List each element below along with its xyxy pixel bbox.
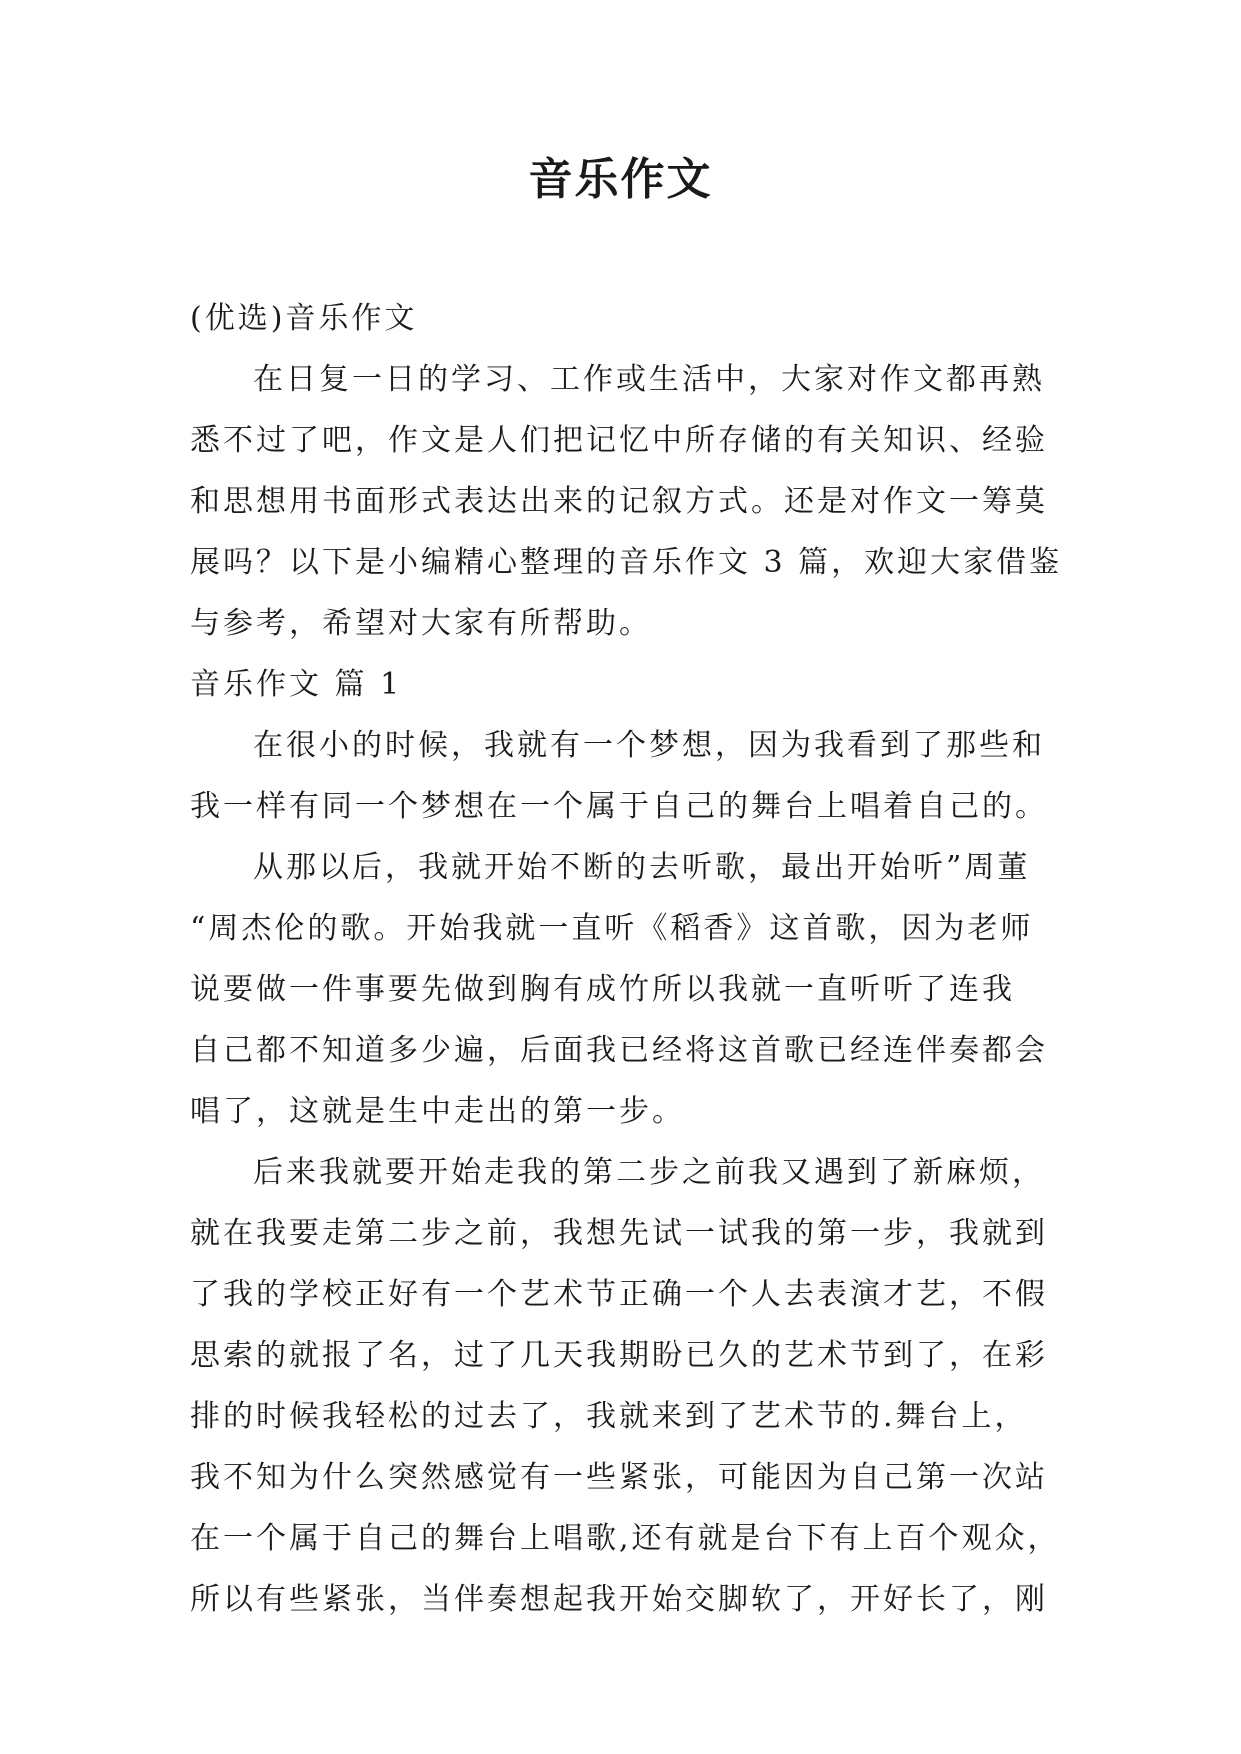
text-line: 我不知为什么突然感觉有一些紧张，可能因为自己第一次站 bbox=[190, 1460, 1048, 1495]
text-line: 就在我要走第二步之前，我想先试一试我的第一步，我就到 bbox=[190, 1216, 1048, 1251]
text-line: 在很小的时候，我就有一个梦想，因为我看到了那些和 bbox=[253, 728, 1045, 763]
text-line: 在日复一日的学习、工作或生活中，大家对作文都再熟 bbox=[253, 362, 1045, 397]
document-body bbox=[190, 288, 1070, 1630]
text-line: 和思想用书面形式表达出来的记叙方式。还是对作文一筹莫 bbox=[190, 484, 1048, 519]
text-line: 自己都不知道多少遍，后面我已经将这首歌已经连伴奏都会 bbox=[190, 1033, 1048, 1068]
text-line: 排的时候我轻松的过去了，我就来到了艺术节的.舞台上， bbox=[190, 1399, 1028, 1434]
text-line: (优选)音乐作文 bbox=[190, 301, 418, 336]
text-line: 从那以后，我就开始不断的去听歌，最出开始听”周董 bbox=[253, 850, 1031, 885]
text-line: 悉不过了吧，作文是人们把记忆中所存储的有关知识、经验 bbox=[190, 423, 1048, 458]
text-line: 后来我就要开始走我的第二步之前我又遇到了新麻烦， bbox=[253, 1155, 1045, 1190]
text-line: 展吗？以下是小编精心整理的音乐作文 3 篇，欢迎大家借鉴 bbox=[190, 545, 1063, 580]
text-line: 在一个属于自己的舞台上唱歌,还有就是台下有上百个观众， bbox=[190, 1521, 1061, 1556]
text-line: 说要做一件事要先做到胸有成竹所以我就一直听听了连我 bbox=[190, 972, 1015, 1007]
text-line: 思索的就报了名，过了几天我期盼已久的艺术节到了，在彩 bbox=[190, 1338, 1048, 1373]
document-title: 音乐作文 bbox=[528, 154, 713, 205]
text-line: 我一样有同一个梦想在一个属于自己的舞台上唱着自己的。 bbox=[190, 789, 1048, 824]
text-line: 与参考，希望对大家有所帮助。 bbox=[190, 606, 652, 641]
text-line: 唱了，这就是生中走出的第一步。 bbox=[190, 1094, 685, 1129]
text-line: “周杰伦的歌。开始我就一直听《稻香》这首歌，因为老师 bbox=[190, 911, 1034, 946]
text-line: 音乐作文 篇 1 bbox=[190, 667, 403, 702]
text-line: 所以有些紧张，当伴奏想起我开始交脚软了，开好长了，刚 bbox=[190, 1582, 1048, 1617]
text-line: 了我的学校正好有一个艺术节正确一个人去表演才艺，不假 bbox=[190, 1277, 1048, 1312]
